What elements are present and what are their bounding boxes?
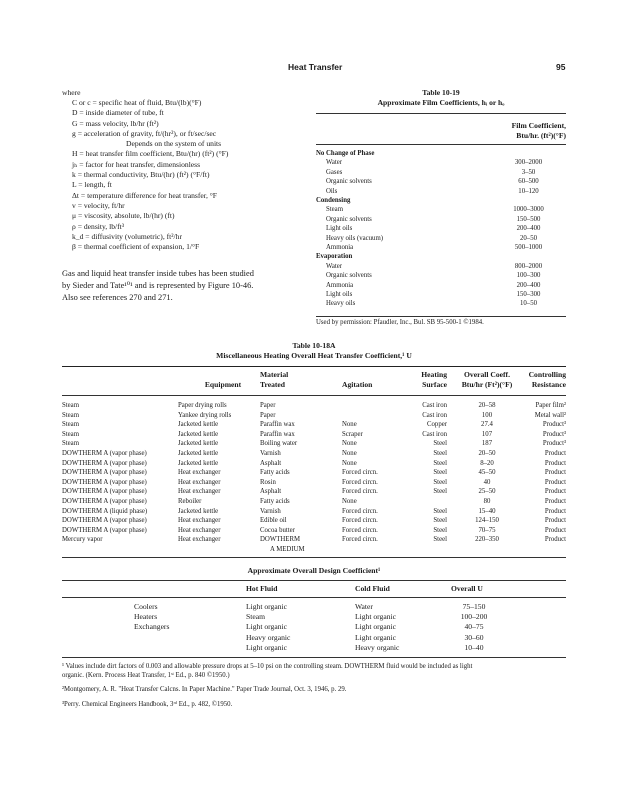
material-cell: Fatty acids [260, 469, 290, 477]
resistance-cell: Product [544, 469, 566, 477]
table-row [316, 234, 566, 243]
col-heating-1: Heating [421, 370, 447, 379]
overall-coeff-cell: 187 [481, 440, 493, 448]
col-resist-2: Resistance [531, 380, 566, 389]
heating-medium-cell: DOWTHERM A (vapor phase) [62, 498, 147, 505]
footnote-1-line-2: organic. (Kern. Process Heat Transfer, 1ˢᵗ Ed., p. 840 ©1950.) [62, 672, 230, 680]
fluid-cell: Steam [326, 206, 343, 214]
overall-coeff-cell: 220–350 [475, 536, 499, 544]
heating-medium-cell: DOWTHERM A (vapor phase) [62, 450, 147, 457]
agitation-cell: Forced circn. [342, 526, 378, 534]
table-row [62, 622, 566, 631]
table-row [62, 430, 566, 439]
table-row [316, 168, 566, 177]
resistance-cell: Product [544, 488, 566, 496]
hot-fluid-cell: Steam [246, 612, 265, 622]
material-cell: Paraffin wax [260, 421, 295, 429]
table-row [62, 535, 566, 544]
table-10-19-title: Approximate Film Coefficients, hᵢ or hₒ [377, 98, 505, 107]
resistance-cell: Product [544, 459, 566, 467]
col-cold-fluid: Cold Fluid [355, 584, 390, 593]
overall-u-cell: 10–40 [464, 642, 484, 652]
heating-surface-cell: Steel [433, 478, 447, 486]
agitation-cell: Scraper [342, 430, 363, 438]
table-row [62, 401, 566, 410]
coefficient-cell: 60–500 [518, 178, 539, 186]
fluid-cell: Heavy oils [326, 300, 356, 308]
footnote-2: ²Montgomery, A. R. "Heat Transfer Calcns. In Paper Machine." Paper Trade Journal, Oct. 3, 1946, p. 29. [62, 686, 347, 693]
table-row [62, 516, 566, 525]
heating-surface-cell: Steel [433, 488, 447, 496]
resistance-cell: Product³ [542, 421, 566, 429]
hot-fluid-cell: Light organic [246, 602, 287, 611]
table-10-18a-bottom-rule [62, 557, 566, 558]
table-row [62, 612, 566, 621]
agitation-cell: None [342, 421, 357, 429]
agitation-cell: Forced circn. [342, 517, 378, 525]
table-row [62, 602, 566, 611]
heating-medium-cell: Steam [62, 440, 79, 448]
design-table-header [62, 584, 566, 596]
film-coefficient-units: Btu/hr. (ft²)(°F) [516, 131, 566, 140]
table-row [62, 497, 566, 506]
material-cell: DOWTHERM [260, 536, 301, 544]
resistance-cell: Paper film² [535, 402, 566, 409]
definition-line: G = mass velocity, lb/hr (ft²) [72, 118, 159, 128]
table-10-19-bottom-rule [316, 316, 566, 317]
definition-line: μ = viscosity, absolute, lb/(hr) (ft) [72, 211, 175, 221]
resistance-cell: Product [544, 450, 566, 457]
material-cell: Boiling water [260, 440, 298, 448]
material-cell: Fatty acids [260, 498, 290, 505]
fluid-cell: Organic solvents [326, 178, 372, 186]
definition-line: Depends on the system of units [126, 139, 222, 149]
footnote-1-line-1: ¹ Values include dirt factors of 0.003 and allowable pressure drops at 5–10 psi on the controlling steam. DOWTHERM fluid would be included as light [62, 663, 473, 670]
agitation-cell: Forced circn. [342, 536, 378, 544]
table-row [62, 643, 566, 652]
overall-coeff-cell: 45–50 [478, 469, 496, 477]
service-cell: Coolers [134, 602, 158, 611]
heating-surface-cell: Steel [433, 517, 447, 525]
table-row [316, 290, 566, 299]
table-10-18a-number: Table 10-18A [292, 341, 336, 350]
col-coeff-1: Overall Coeff. [464, 370, 510, 379]
fluid-cell: Heavy oils (vacuum) [326, 234, 384, 242]
material-cell: Asphalt [260, 488, 282, 496]
col-material-1: Material [260, 370, 289, 379]
table-row [316, 205, 566, 214]
definition-line: L = length, ft [72, 180, 112, 190]
heating-surface-cell: Copper [426, 421, 447, 429]
table-row [316, 299, 566, 308]
service-cell: Exchangers [134, 622, 170, 632]
hot-fluid-cell: Heavy organic [246, 632, 291, 642]
fluid-cell: Light oils [326, 225, 353, 233]
col-equipment: Equipment [204, 380, 242, 389]
equipment-cell: Heat exchanger [178, 488, 221, 496]
paragraph-line: Gas and liquid heat transfer inside tubes has been studied [62, 269, 254, 278]
design-table-title: Approximate Overall Design Coefficient¹ [247, 566, 381, 575]
overall-coeff-cell: 40 [483, 478, 491, 486]
equipment-cell: Paper drying rolls [178, 402, 227, 409]
fluid-cell: Organic solvents [326, 272, 372, 280]
col-agitation: Agitation [342, 380, 373, 389]
overall-coeff-cell: 124–150 [475, 517, 499, 525]
heating-medium-cell: DOWTHERM A (vapor phase) [62, 526, 147, 534]
col-material-2: Treated [260, 380, 286, 389]
definition-line: Δt = temperature difference for heat transfer, °F [72, 190, 218, 200]
coefficient-cell: 150–500 [516, 215, 541, 223]
paragraph-line: by Sieder and Tate¹⁰¹ and is represented by Figure 10-46. [62, 280, 254, 290]
heating-surface-cell: Cast iron [422, 402, 447, 409]
coefficient-cell: 20–50 [520, 234, 537, 242]
heating-medium-cell: Steam [62, 402, 79, 409]
equipment-cell: Jacketed kettle [178, 430, 219, 438]
table-row [316, 177, 566, 186]
equipment-cell: Heat exchanger [178, 536, 221, 544]
table-row [316, 187, 566, 196]
coefficient-cell: 150–300 [516, 291, 541, 298]
table-row [62, 459, 566, 468]
table-row [62, 526, 566, 535]
overall-coeff-cell: 20–50 [478, 450, 496, 457]
fluid-cell: Organic solvents [326, 215, 372, 223]
equipment-cell: Heat exchanger [178, 517, 221, 525]
heating-surface-cell: Steel [433, 507, 447, 515]
fluid-cell: Oils [326, 187, 338, 195]
agitation-cell: None [342, 440, 357, 448]
col-heating-2: Surface [422, 380, 447, 389]
heating-surface-cell: Steel [433, 459, 447, 467]
table-row [62, 478, 566, 487]
definition-line: D = inside diameter of tube, ft [72, 108, 164, 118]
page-number: 95 [556, 62, 566, 72]
table-10-19-top-rule [316, 113, 566, 114]
table-row [62, 439, 566, 448]
group-heading: Evaporation [316, 253, 353, 261]
material-cell: Rosin [260, 478, 276, 486]
paragraph-line: Also see references 270 and 271. [62, 292, 173, 302]
running-title: Heat Transfer [288, 62, 343, 72]
table-row [62, 633, 566, 642]
where-label: where [62, 88, 81, 97]
design-table-bottom-rule [62, 657, 566, 658]
tube-heat-transfer-paragraph [62, 268, 314, 303]
material-cell: Cocoa butter [260, 526, 295, 534]
group-heading: Condensing [316, 197, 351, 204]
table-row [62, 487, 566, 496]
symbol-definitions [72, 98, 312, 252]
definition-line: C or c = specific heat of fluid, Btu/(lb)(°F) [72, 98, 202, 107]
cold-fluid-cell: Heavy organic [355, 642, 400, 652]
heating-medium-cell: Steam [62, 421, 79, 429]
col-overall-u: Overall U [451, 584, 483, 593]
definition-line: g = acceleration of gravity, ft/(hr²), or ft/sec/sec [72, 128, 217, 138]
coefficient-cell: 300–2000 [514, 159, 543, 167]
resistance-cell: Product [544, 478, 566, 486]
agitation-cell: Forced circn. [342, 478, 378, 486]
overall-coeff-cell: 70–75 [478, 526, 496, 534]
fluid-cell: Water [326, 159, 343, 167]
agitation-cell: Forced circn. [342, 469, 378, 477]
overall-coeff-cell: 8–20 [480, 459, 494, 467]
heating-surface-cell: Steel [433, 536, 447, 544]
resistance-cell: Product [544, 536, 566, 544]
hot-fluid-cell: Light organic [246, 642, 287, 652]
film-coefficient-header: Film Coefficient, [511, 121, 566, 130]
resistance-cell: Product [544, 517, 566, 525]
overall-u-cell: 30–60 [464, 632, 484, 642]
heating-surface-cell: Steel [433, 440, 447, 448]
heating-medium-cell: DOWTHERM A (liquid phase) [62, 507, 148, 515]
definition-line: β = thermal coefficient of expansion, 1/°F [72, 242, 200, 252]
equipment-cell: Jacketed kettle [178, 507, 219, 515]
table-10-19-number: Table 10-19 [422, 88, 460, 97]
heating-medium-cell: Mercury vapor [62, 536, 103, 544]
table-10-19-body [316, 149, 566, 314]
overall-coeff-cell: 15–40 [478, 507, 496, 515]
definition-line: k = thermal conductivity, Btu/(hr) (ft²) (°F/ft) [72, 170, 210, 180]
table-row [316, 281, 566, 290]
overall-coeff-cell: 25–50 [478, 488, 496, 496]
heating-medium-cell: DOWTHERM A (vapor phase) [62, 469, 147, 477]
material-cell: Varnish [260, 507, 281, 515]
footnote-1 [62, 662, 566, 681]
heating-medium-cell: DOWTHERM A (vapor phase) [62, 478, 147, 486]
cold-fluid-cell: Light organic [355, 612, 396, 622]
table-row [316, 158, 566, 167]
agitation-cell: None [342, 450, 357, 457]
coefficient-cell: 10–120 [518, 187, 539, 195]
resistance-cell: Product³ [542, 440, 566, 448]
overall-coeff-cell: 100 [481, 411, 493, 419]
heating-surface-cell: Steel [433, 469, 447, 477]
equipment-cell: Heat exchanger [178, 469, 221, 477]
table-10-19-header-rule [316, 144, 566, 145]
col-coeff-2: Btu/hr (Ft²)(°F) [461, 380, 513, 389]
fluid-cell: Ammonia [326, 244, 354, 251]
table-row [316, 262, 566, 271]
definition-line: v = velocity, ft/hr [72, 200, 125, 210]
coefficient-cell: 1000–3000 [513, 206, 544, 214]
table-10-18a-header-rule [62, 395, 566, 396]
heating-medium-cell: Steam [62, 411, 79, 419]
resistance-cell: Product [544, 507, 566, 515]
overall-u-cell: 75–150 [462, 602, 486, 611]
table-row [62, 411, 566, 420]
table-10-19-source: Used by permission: Pfaudler, Inc., Bul. SB 95-500-1 ©1984. [316, 319, 484, 326]
table-row [62, 507, 566, 516]
resistance-cell: Product [544, 498, 566, 505]
table-row [316, 271, 566, 280]
material-cell: Varnish [260, 450, 281, 457]
coefficient-cell: 100–300 [516, 272, 541, 280]
table-row [316, 215, 566, 224]
definition-line: H = heat transfer film coefficient, Btu/(hr) (ft²) (°F) [72, 149, 229, 159]
cold-fluid-cell: Water [355, 602, 373, 611]
material-cell: Paper [260, 411, 276, 419]
material-continuation: A MEDIUM [270, 546, 305, 553]
hot-fluid-cell: Light organic [246, 622, 287, 632]
agitation-cell: None [342, 498, 357, 505]
table-10-18a-title: Miscellaneous Heating Overall Heat Transfer Coefficient,¹ U [216, 351, 412, 360]
equipment-cell: Jacketed kettle [178, 421, 219, 429]
overall-coeff-cell: 20–58 [478, 402, 496, 409]
table-row [62, 420, 566, 429]
equipment-cell: Jacketed kettle [178, 459, 219, 467]
agitation-cell: Forced circn. [342, 507, 378, 515]
table-row [62, 468, 566, 477]
material-cell: Edible oil [260, 517, 287, 525]
overall-coeff-cell: 27.4 [481, 421, 493, 429]
heating-surface-cell: Cast iron [422, 430, 447, 438]
table-row [316, 224, 566, 233]
definition-line: k_d = diffusivity (volumetric), ft²/hr [72, 231, 182, 241]
material-cell: Paper [260, 402, 276, 409]
heating-surface-cell: Steel [433, 450, 447, 457]
resistance-cell: Product [544, 526, 566, 534]
heating-medium-cell: DOWTHERM A (vapor phase) [62, 488, 147, 496]
heating-surface-cell: Steel [433, 526, 447, 534]
design-table-body [62, 602, 566, 654]
equipment-cell: Heat exchanger [178, 526, 221, 534]
coefficient-cell: 800–2000 [514, 262, 543, 270]
table-row [316, 243, 566, 252]
coefficient-cell: 500–1000 [514, 244, 543, 251]
definition-line: ρ = density, lb/ft³ [72, 221, 125, 231]
footnote-3: ³Perry. Chemical Engineers Handbook, 3ʳᵈ Ed., p. 482, ©1950. [62, 701, 233, 708]
group-heading: No Change of Phase [316, 150, 375, 157]
fluid-cell: Light oils [326, 291, 353, 298]
fluid-cell: Gases [326, 168, 343, 176]
coefficient-cell: 10–50 [520, 300, 537, 308]
fluid-cell: Ammonia [326, 281, 354, 289]
service-cell: Heaters [134, 612, 158, 622]
coefficient-cell: 3–50 [521, 168, 536, 176]
heating-medium-cell: DOWTHERM A (vapor phase) [62, 459, 147, 467]
equipment-cell: Jacketed kettle [178, 450, 219, 457]
cold-fluid-cell: Light organic [355, 632, 396, 642]
equipment-cell: Reboiler [178, 498, 202, 505]
coefficient-cell: 200–400 [516, 281, 541, 289]
equipment-cell: Heat exchanger [178, 478, 221, 486]
table-10-18a-body [62, 401, 566, 561]
agitation-cell: Forced circn. [342, 488, 378, 496]
table-10-18a-top-rule [62, 366, 566, 367]
fluid-cell: Water [326, 262, 343, 270]
heating-medium-cell: DOWTHERM A (vapor phase) [62, 517, 147, 525]
resistance-cell: Product³ [542, 430, 566, 438]
coefficient-cell: 200–400 [516, 225, 541, 233]
resistance-cell: Metal wall² [534, 411, 566, 419]
heating-surface-cell: Cast iron [422, 411, 447, 419]
overall-coeff-cell: 80 [483, 498, 491, 505]
overall-u-cell: 100–200 [460, 612, 488, 622]
overall-coeff-cell: 107 [481, 430, 493, 438]
col-resist-1: Controlling [528, 370, 566, 379]
material-cell: Paraffin wax [260, 430, 295, 438]
heating-medium-cell: Steam [62, 430, 79, 438]
cold-fluid-cell: Light organic [355, 622, 396, 632]
overall-u-cell: 40–75 [464, 622, 484, 632]
equipment-cell: Jacketed kettle [178, 440, 219, 448]
definition-line: jₕ = factor for heat transfer, dimensionless [72, 159, 201, 169]
material-cell: Asphalt [260, 459, 282, 467]
col-hot-fluid: Hot Fluid [246, 584, 278, 593]
design-table-top-rule [62, 580, 566, 581]
table-row [62, 449, 566, 458]
agitation-cell: None [342, 459, 357, 467]
table-10-18a-header [62, 370, 566, 392]
design-table-header-rule [62, 597, 566, 598]
equipment-cell: Yankee drying rolls [178, 411, 232, 419]
